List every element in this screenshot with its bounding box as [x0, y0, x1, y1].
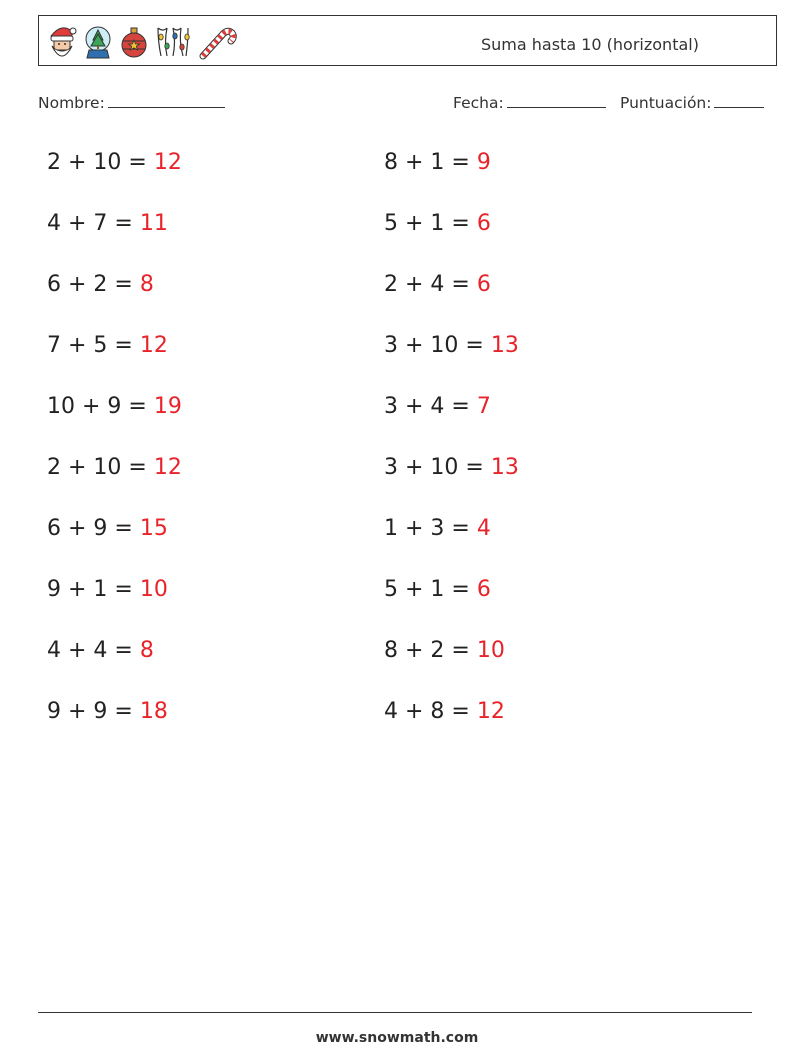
worksheet-header — [38, 15, 777, 66]
question: 2 + 10 = — [47, 455, 147, 480]
question: 3 + 10 = — [384, 333, 484, 358]
problem-right-10 — [384, 699, 505, 725]
problem-right-9 — [384, 638, 505, 664]
date-field — [453, 93, 606, 112]
answer: 7 — [476, 394, 491, 419]
score-label: Puntuación: — [620, 94, 712, 112]
answer: 6 — [476, 272, 491, 297]
question: 6 + 9 = — [47, 516, 133, 541]
answer: 8 — [139, 638, 154, 663]
name-label: Nombre: — [38, 94, 105, 112]
answer: 13 — [490, 455, 519, 480]
answer: 10 — [476, 638, 505, 663]
question: 4 + 7 = — [47, 211, 133, 236]
answer: 6 — [476, 577, 491, 602]
question: 4 + 8 = — [384, 699, 470, 724]
problem-left-5 — [47, 394, 182, 420]
snow-globe-icon — [83, 22, 113, 62]
answer: 18 — [139, 699, 168, 724]
question: 2 + 4 = — [384, 272, 470, 297]
problem-right-2 — [384, 211, 491, 237]
answer: 12 — [139, 333, 168, 358]
problem-left-10 — [47, 699, 168, 725]
candy-cane-icon — [197, 22, 237, 62]
problem-left-3 — [47, 272, 154, 298]
answer: 9 — [476, 150, 491, 175]
problem-left-8 — [47, 577, 168, 603]
question: 9 + 1 = — [47, 577, 133, 602]
answer: 4 — [476, 516, 491, 541]
footer-website: www.snowmath.com — [315, 1030, 479, 1046]
answer: 19 — [153, 394, 182, 419]
problem-right-7 — [384, 516, 491, 542]
name-field — [38, 93, 225, 112]
header-icons — [47, 22, 237, 62]
answer: 12 — [476, 699, 505, 724]
problem-right-3 — [384, 272, 491, 298]
santa-icon — [47, 22, 77, 62]
question: 2 + 10 = — [47, 150, 147, 175]
question: 1 + 3 = — [384, 516, 470, 541]
question: 5 + 1 = — [384, 211, 470, 236]
problem-right-8 — [384, 577, 491, 603]
answer: 13 — [490, 333, 519, 358]
question: 4 + 4 = — [47, 638, 133, 663]
answer: 10 — [139, 577, 168, 602]
question: 10 + 9 = — [47, 394, 147, 419]
christmas-lights-icon — [155, 22, 191, 62]
question: 6 + 2 = — [47, 272, 133, 297]
score-field — [620, 93, 764, 112]
question: 8 + 2 = — [384, 638, 470, 663]
problem-left-2 — [47, 211, 168, 237]
question: 3 + 10 = — [384, 455, 484, 480]
answer: 8 — [139, 272, 154, 297]
answer: 12 — [153, 455, 182, 480]
worksheet-title: Suma hasta 10 (horizontal) — [481, 35, 699, 54]
date-label: Fecha: — [453, 94, 504, 112]
question: 9 + 9 = — [47, 699, 133, 724]
question: 3 + 4 = — [384, 394, 470, 419]
problem-right-1 — [384, 150, 491, 176]
problem-left-7 — [47, 516, 168, 542]
question: 7 + 5 = — [47, 333, 133, 358]
answer: 11 — [139, 211, 168, 236]
date-blank — [507, 93, 606, 108]
problem-right-5 — [384, 394, 491, 420]
answer: 6 — [476, 211, 491, 236]
answer: 12 — [153, 150, 182, 175]
footer-divider — [38, 1012, 752, 1013]
ornament-icon — [119, 22, 149, 62]
name-blank — [108, 93, 225, 108]
problem-left-6 — [47, 455, 182, 481]
answer: 15 — [139, 516, 168, 541]
score-blank — [714, 93, 764, 108]
question: 8 + 1 = — [384, 150, 470, 175]
problem-left-4 — [47, 333, 168, 359]
problem-right-4 — [384, 333, 519, 359]
problem-right-6 — [384, 455, 519, 481]
problem-left-9 — [47, 638, 154, 664]
problem-left-1 — [47, 150, 182, 176]
question: 5 + 1 = — [384, 577, 470, 602]
